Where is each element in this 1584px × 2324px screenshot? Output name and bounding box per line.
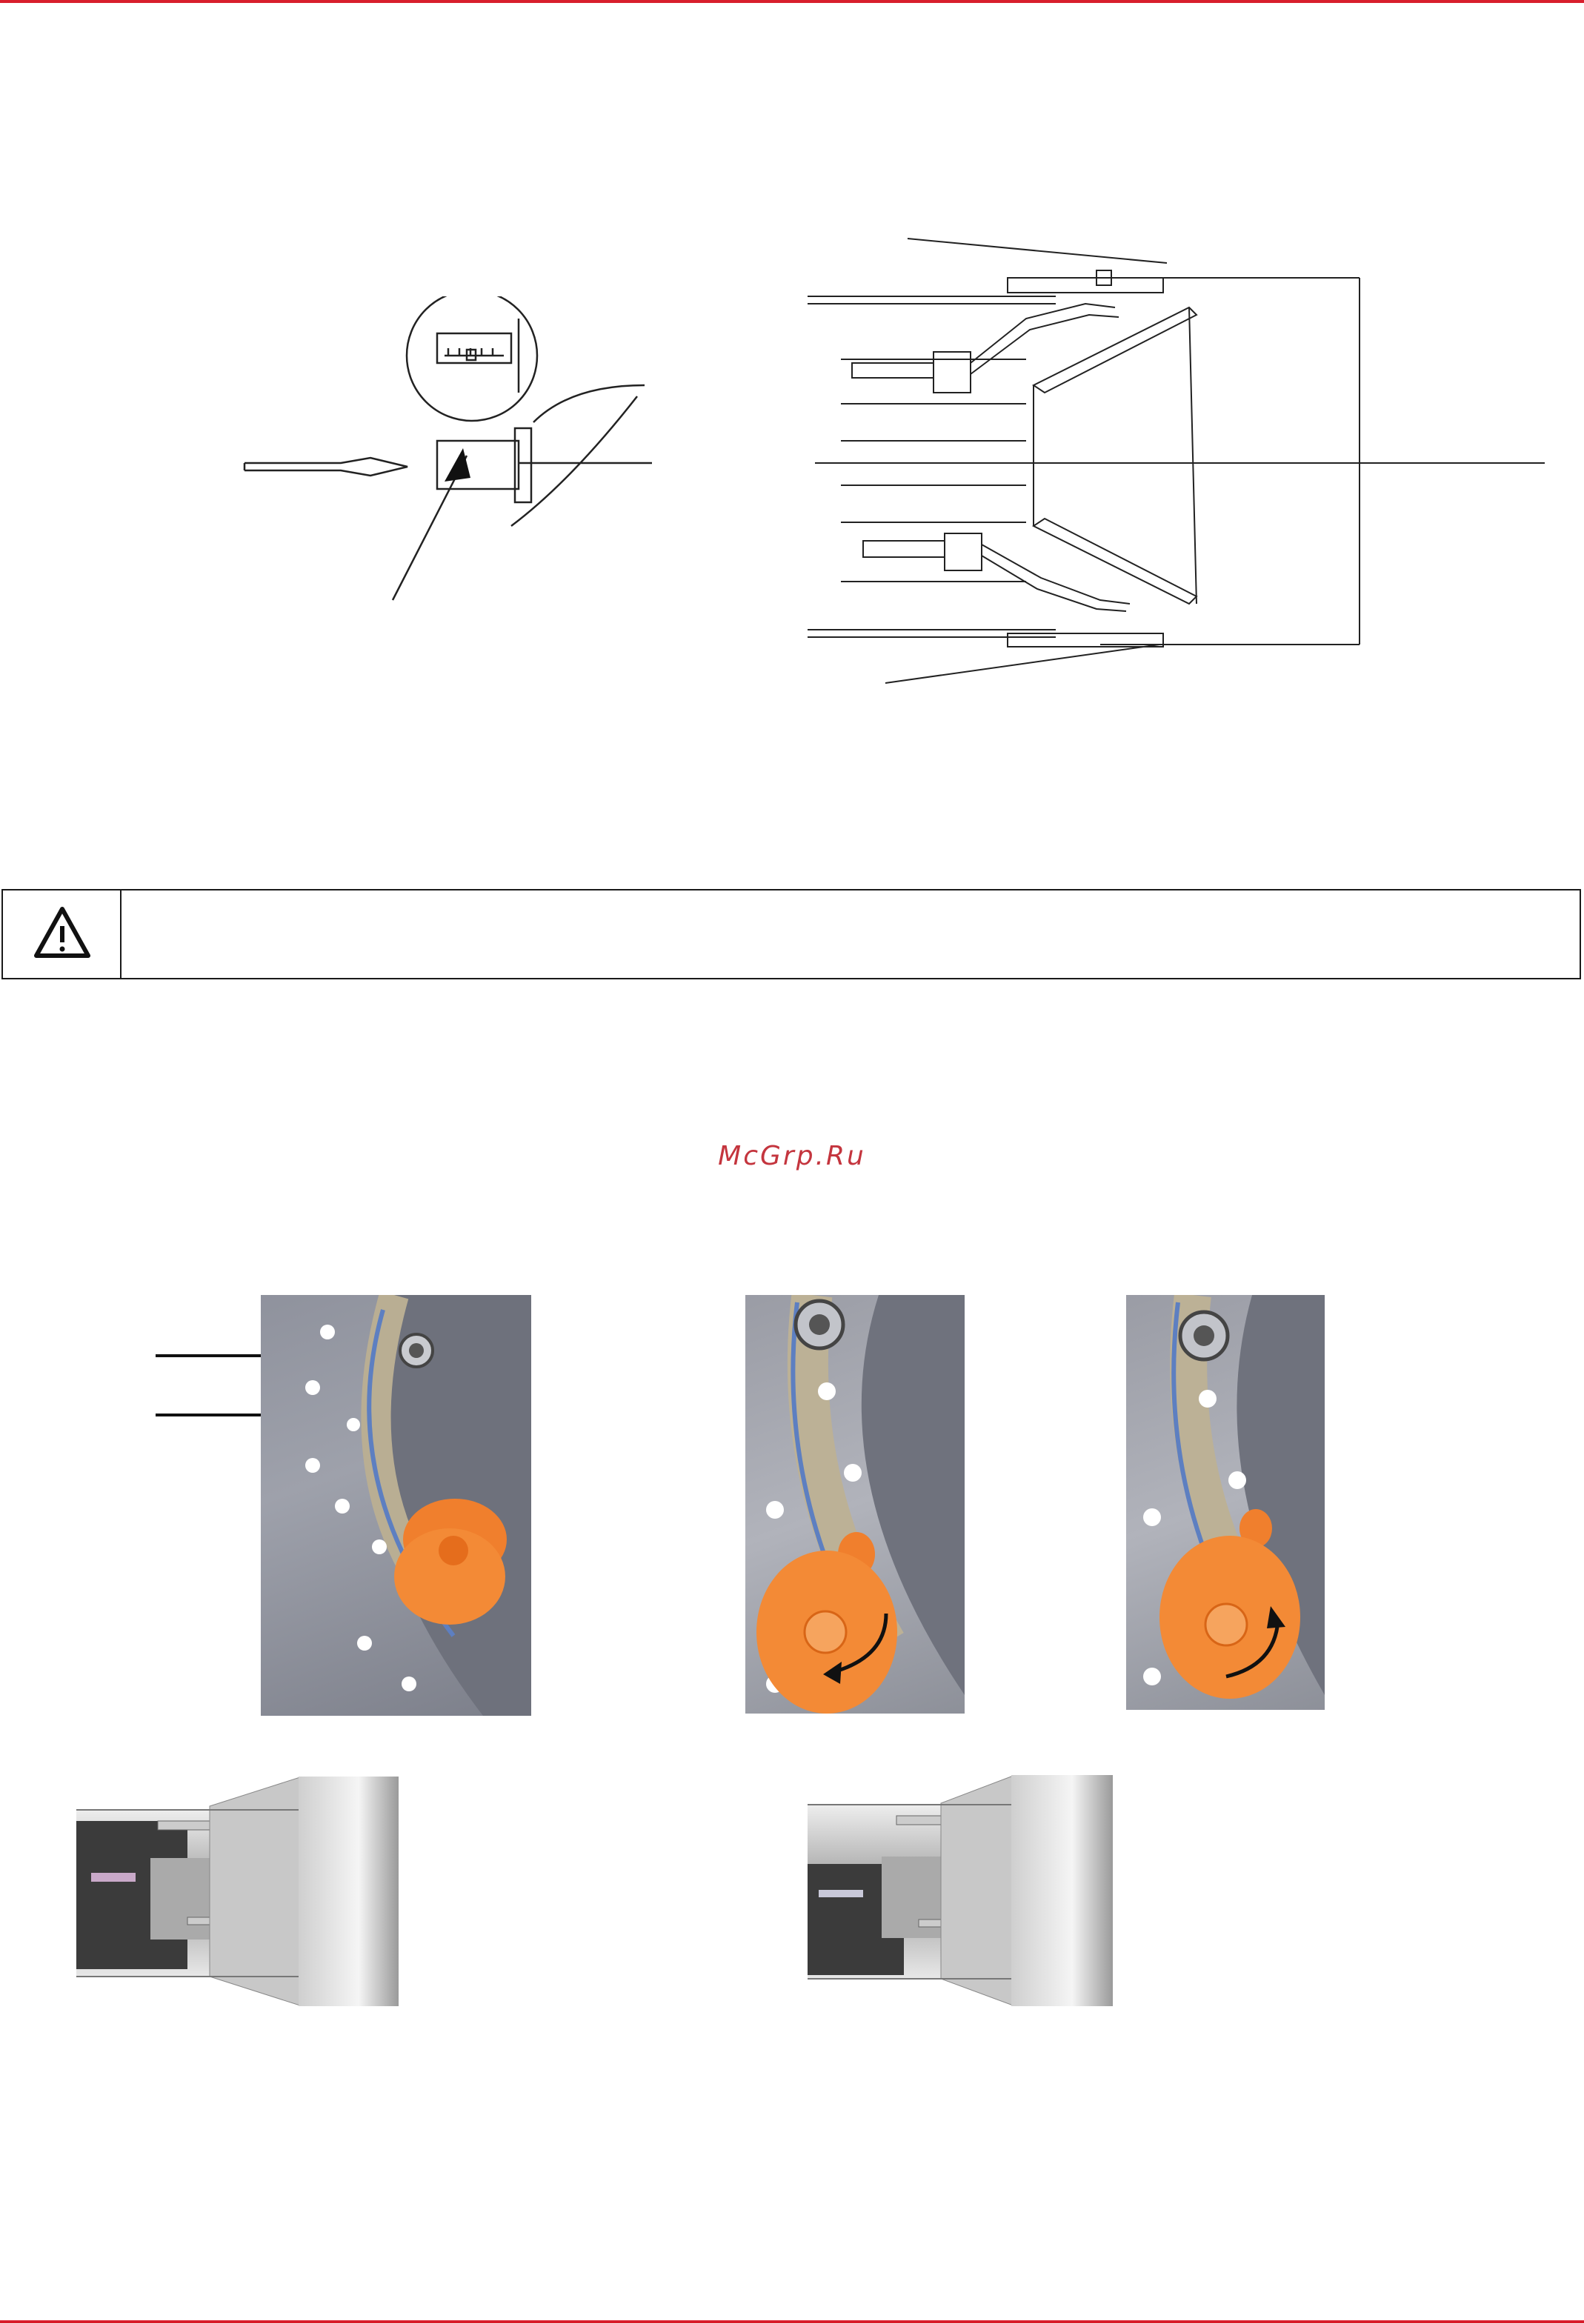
burner-head-section <box>804 230 1582 693</box>
warning-triangle-icon <box>3 890 122 978</box>
swirler-photo-1 <box>261 1295 531 1716</box>
watermark: McGrp.Ru <box>718 1141 866 1171</box>
warning-icon-cell <box>3 890 122 978</box>
bottom-rule <box>0 2320 1584 2323</box>
warning-box <box>1 889 1581 979</box>
burner-render-left <box>76 1777 399 2006</box>
top-rule <box>0 0 1584 3</box>
burner-render-right <box>808 1775 1113 2006</box>
electrode-gauge-detail <box>222 296 667 615</box>
swirler-photo-2 <box>745 1295 965 1714</box>
swirler-photo-3 <box>1126 1295 1325 1710</box>
